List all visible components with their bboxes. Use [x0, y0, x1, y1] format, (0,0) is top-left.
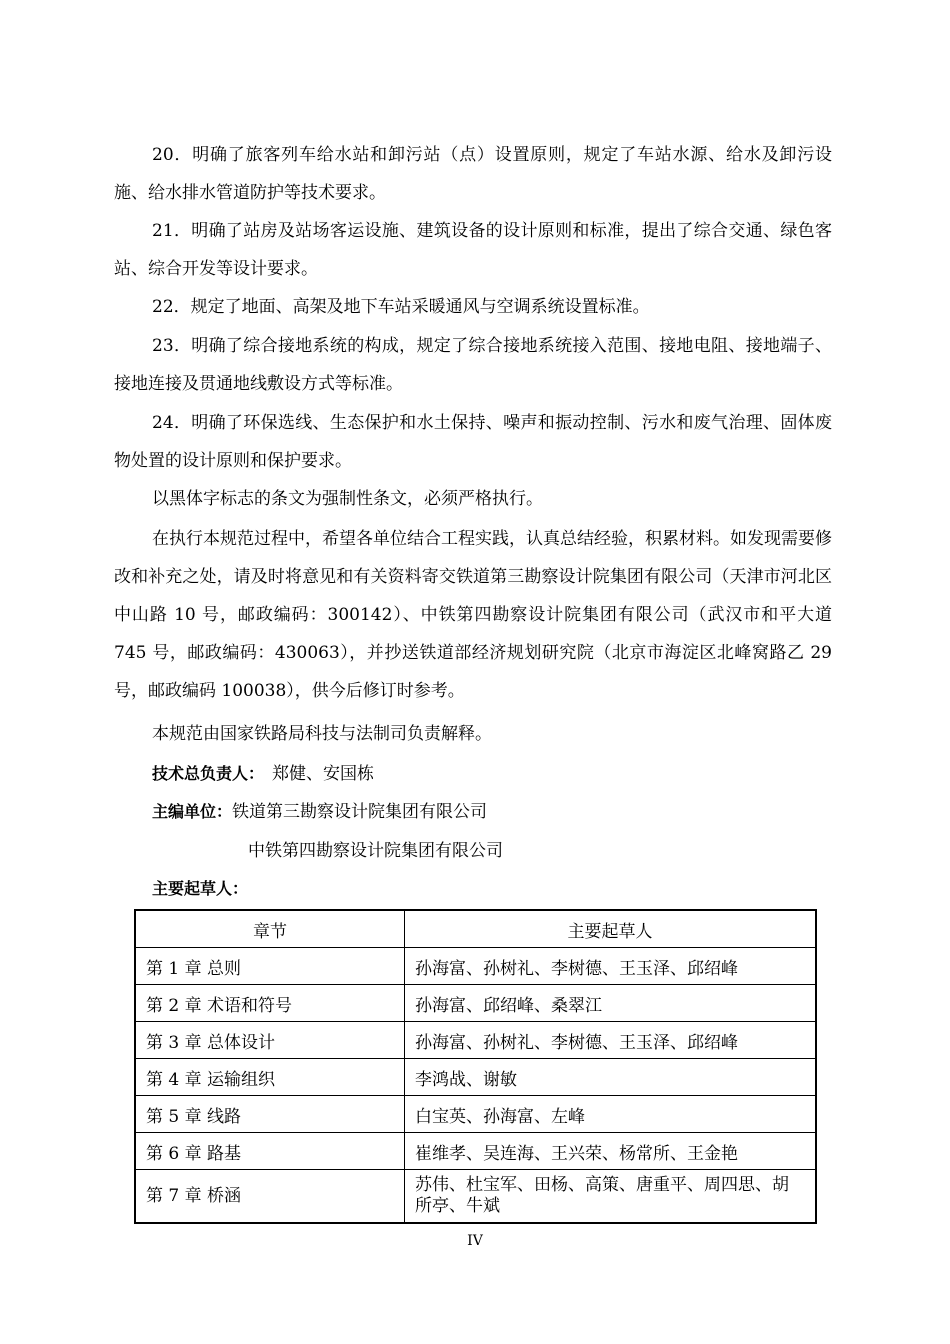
drafters-cell: 崔维孝、吴连海、王兴荣、杨常所、王金艳	[405, 1133, 817, 1170]
chief-editor-unit-2: 中铁第四勘察设计院集团有限公司	[248, 841, 503, 861]
table-row	[135, 985, 816, 1022]
header-chapter: 章节	[135, 910, 405, 948]
chapter-cell: 第 2 章 术语和符号	[135, 985, 405, 1022]
table-row	[135, 1059, 816, 1096]
header-drafters: 主要起草人	[405, 910, 817, 948]
drafters-table	[134, 909, 817, 1224]
paragraph-22: 22．规定了地面、高架及地下车站采暖通风与空调系统设置标准。	[152, 297, 650, 317]
interpretation-paragraph: 本规范由国家铁路局科技与法制司负责解释。	[152, 724, 492, 744]
drafters-cell: 苏伟、杜宝军、田杨、高策、唐重平、周四思、胡所亭、牛斌	[405, 1170, 817, 1224]
drafters-cell: 孙海富、孙树礼、李树德、王玉泽、邱绍峰	[405, 948, 817, 985]
table-row	[135, 1096, 816, 1133]
chapter-cell: 第 1 章 总则	[135, 948, 405, 985]
paragraph-23: 23．明确了综合接地系统的构成，规定了综合接地系统接入范围、接地电阻、接地端子、接地连接及贯通地线敷设方式等标准。	[114, 336, 832, 394]
tech-lead-value: 郑健、安国栋	[272, 764, 375, 784]
table-row	[135, 1133, 816, 1170]
table-header-row	[135, 910, 816, 948]
tech-lead-line	[152, 762, 374, 786]
chief-editor-label: 主编单位：	[152, 802, 233, 821]
chief-editor-line	[152, 800, 487, 824]
table-row	[135, 1170, 816, 1224]
chapter-cell: 第 3 章 总体设计	[135, 1022, 405, 1059]
table-row	[135, 948, 816, 985]
paragraph-24: 24．明确了环保选线、生态保护和水土保持、噪声和振动控制、污水和废气治理、固体废物处置的设计原则和保护要求。	[114, 413, 832, 471]
chief-editor-unit-1: 铁道第三勘察设计院集团有限公司	[232, 802, 488, 822]
mandatory-clause-note: 以黑体字标志的条文为强制性条文，必须严格执行。	[152, 489, 543, 509]
drafters-cell: 白宝英、孙海富、左峰	[405, 1096, 817, 1133]
chapter-cell: 第 7 章 桥涵	[135, 1170, 405, 1224]
chapter-cell: 第 4 章 运输组织	[135, 1059, 405, 1096]
paragraph-20: 20．明确了旅客列车给水站和卸污站（点）设置原则，规定了车站水源、给水及卸污设施、给水排水管道防护等技术要求。	[114, 145, 832, 203]
paragraph-21: 21．明确了站房及站场客运设施、建筑设备的设计原则和标准，提出了综合交通、绿色客站、综合开发等设计要求。	[114, 221, 832, 279]
feedback-paragraph: 在执行本规范过程中，希望各单位结合工程实践，认真总结经验，积累材料。如发现需要修改和补充之处，请及时将意见和有关资料寄交铁道第三勘察设计院集团有限公司（天津市河北区中山路 10 号，邮政编码：300142）、中铁第四勘察设计院集团有限公司（武汉市和平大道 745 号，邮政编码：430063），并抄送铁道部经济规划研究院（北京市海淀区北峰窝路乙 29 号，邮政编码 100038），供今后修订时参考。	[114, 529, 832, 701]
drafters-cell: 孙海富、邱绍峰、桑翠江	[405, 985, 817, 1022]
page-number: IV	[467, 1233, 483, 1249]
chapter-cell: 第 5 章 线路	[135, 1096, 405, 1133]
chapter-cell: 第 6 章 路基	[135, 1133, 405, 1170]
drafters-cell: 李鸿战、谢敏	[405, 1059, 817, 1096]
table-row	[135, 1022, 816, 1059]
tech-lead-label: 技术总负责人：	[152, 764, 265, 783]
drafters-label: 主要起草人：	[152, 879, 249, 898]
drafters-cell: 孙海富、孙树礼、李树德、王玉泽、邱绍峰	[405, 1022, 817, 1059]
